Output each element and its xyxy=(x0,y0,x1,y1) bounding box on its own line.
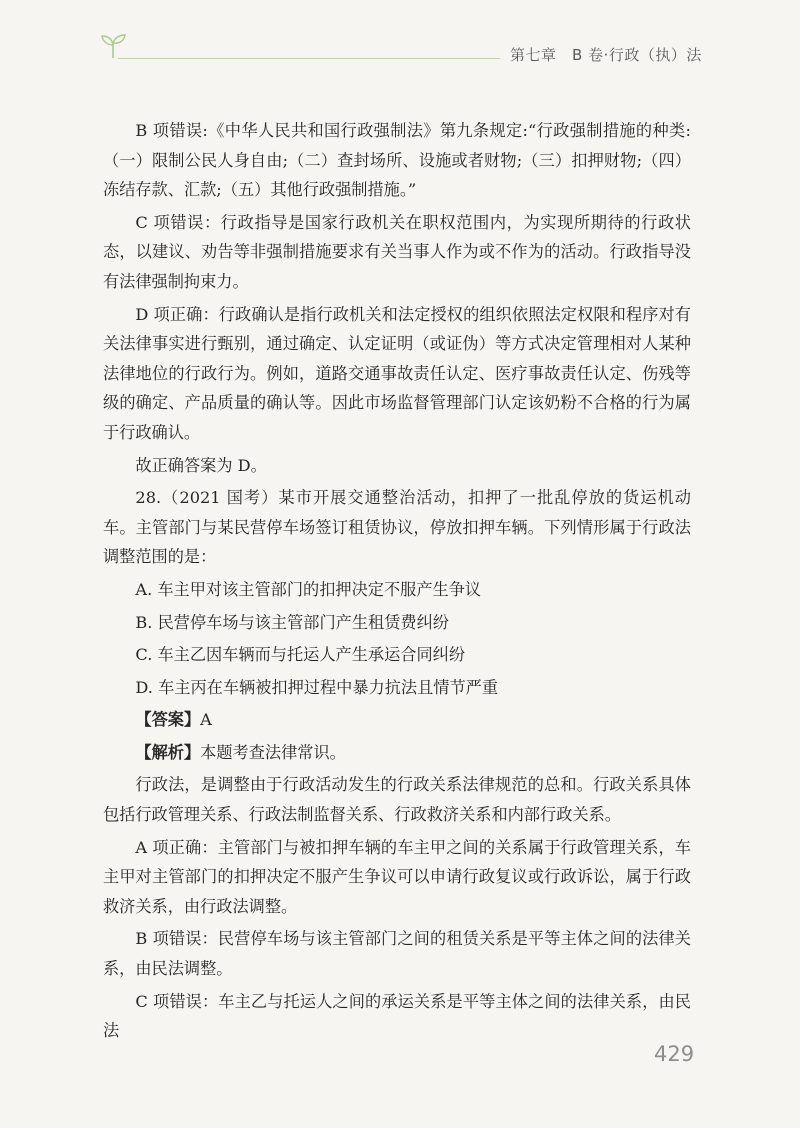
paragraph-b-option: B 项错误:《中华人民共和国行政强制法》第九条规定:“行政强制措施的种类:（一）限制公民人身自由;（二）查封场所、设施或者财物;（三）扣押财物;（四）冻结存款、汇款;（五）其他行政强制措施。” xyxy=(103,121,691,200)
choice-b: B. 民营停车场与该主管部门产生租赁费纠纷 xyxy=(135,612,449,632)
analysis-label: 【解析】 xyxy=(135,742,201,762)
analysis-line xyxy=(103,738,691,768)
choice-d: D. 车主丙在车辆被扣押过程中暴力抗法且情节严重 xyxy=(135,677,499,697)
page-number: 429 xyxy=(654,1042,695,1066)
header-divider xyxy=(118,58,500,59)
sprout-icon xyxy=(98,30,128,60)
answer-value: A xyxy=(200,710,212,730)
choice-c: C. 车主乙因车辆而与托运人产生承运合同纠纷 xyxy=(135,645,466,665)
paragraph-c-option: C 项错误：行政指导是国家行政机关在职权范围内，为实现所期待的行政状态，以建议、劝告等非强制措施要求有关当事人作为或不作为的活动。行政指导没有法律强制拘束力。 xyxy=(103,212,691,291)
paragraph-conclusion: 故正确答案为 D。 xyxy=(135,455,267,475)
question-28: 28.（2021 国考）某市开展交通整治活动，扣押了一批乱停放的货运机动车。主管部门与某民营停车场签订租赁协议，停放扣押车辆。下列情形属于行政法调整范围的是： xyxy=(103,488,691,567)
page-content xyxy=(103,116,691,1046)
page-header xyxy=(0,0,800,80)
paragraph-d-option: D 项正确：行政确认是指行政机关和法定授权的组织依照法定权限和程序对有关法律事实进行甄别，通过确定、认定证明（或证伪）等方式决定管理相对人某种法律地位的行政行为。例如，道路交通事故责任认定、医疗事故责任认定、伤残等级的确定、产品质量的确认等。因此市场监督管理部门认定该奶粉不合格的行为属于行政确认。 xyxy=(103,304,691,442)
chapter-title: 第七章 B 卷·行政（执）法 xyxy=(510,46,702,64)
paragraph-a-explain: A 项正确：主管部门与被扣押车辆的车主甲之间的关系属于行政管理关系，车主甲对主管部门的扣押决定不服产生争议可以申请行政复议或行政诉讼，属于行政救济关系，由行政法调整。 xyxy=(103,837,691,916)
paragraph-admin-law: 行政法，是调整由于行政活动发生的行政关系法律规范的总和。行政关系具体包括行政管理关系、行政法制监督关系、行政救济关系和内部行政关系。 xyxy=(103,775,691,825)
analysis-value: 本题考查法律常识。 xyxy=(200,742,346,762)
answer-line xyxy=(103,705,691,735)
paragraph-c-explain: C 项错误：车主乙与托运人之间的承运关系是平等主体之间的法律关系，由民法 xyxy=(103,991,691,1041)
answer-label: 【答案】 xyxy=(135,710,201,730)
choice-a: A. 车主甲对该主管部门的扣押决定不服产生争议 xyxy=(135,579,482,599)
paragraph-b-explain: B 项错误：民营停车场与该主管部门之间的租赁关系是平等主体之间的法律关系，由民法调整。 xyxy=(103,929,691,979)
